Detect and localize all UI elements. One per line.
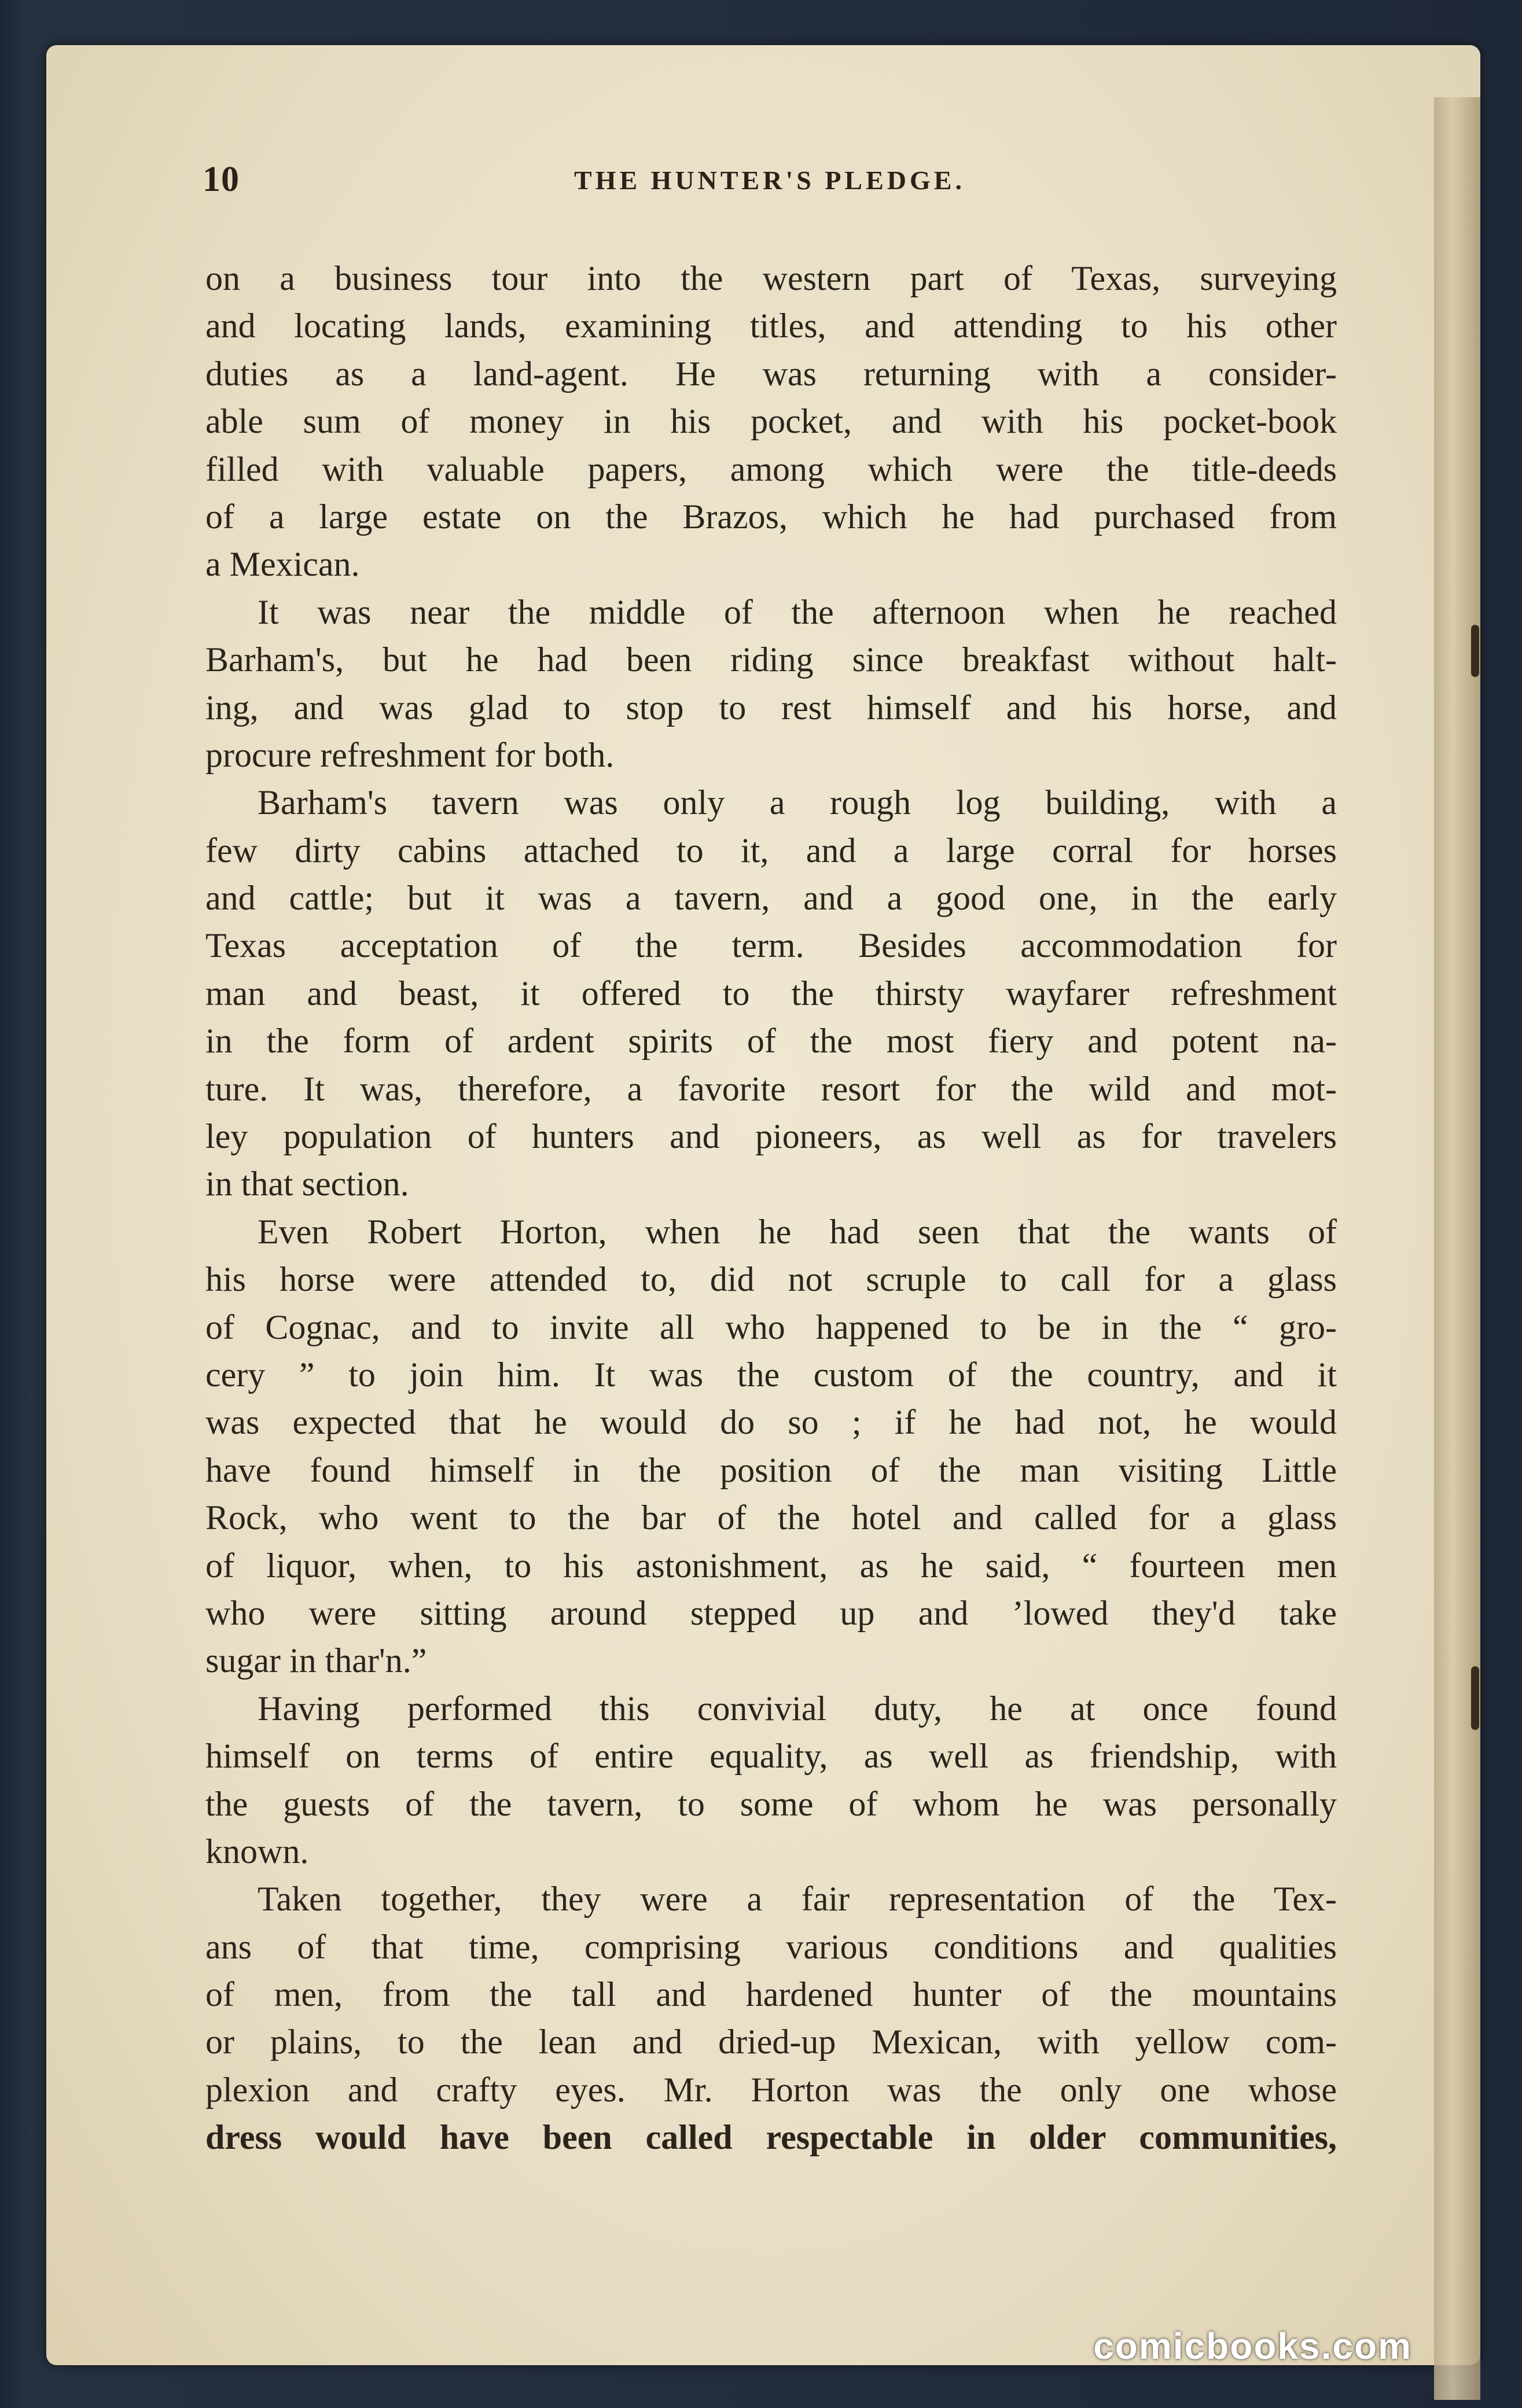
body-text (205, 255, 1337, 2162)
text-line: in the form of ardent spirits of the most fiery and potent na- (205, 1022, 1337, 1061)
text-line: cery ” to join him. It was the custom of the country, and it (205, 1355, 1337, 1394)
site-watermark: comicbooks.com (1093, 2325, 1412, 2367)
text-line: able sum of money in his pocket, and with his pocket-book (205, 402, 1337, 441)
text-line: plexion and crafty eyes. Mr. Horton was the only one whose (205, 2070, 1337, 2109)
text-line: procure refreshment for both. (205, 735, 615, 774)
text-line: of men, from the tall and hardened hunter of the mountains (205, 1975, 1337, 2014)
text-line: himself on terms of entire equality, as well as friendship, with (205, 1737, 1337, 1776)
page-edge (1434, 97, 1480, 2400)
text-line: Texas acceptation of the term. Besides accommodation for (205, 926, 1337, 965)
text-line: Even Robert Horton, when he had seen that the wants of (258, 1212, 1337, 1251)
text-line: man and beast, it offered to the thirsty wayfarer refreshment (205, 974, 1337, 1012)
text-line: have found himself in the position of the man visiting Little (205, 1450, 1337, 1489)
text-line: in that section. (205, 1165, 409, 1203)
text-line: known. (205, 1832, 309, 1871)
text-line: sugar in thar'n.” (205, 1641, 427, 1680)
text-line: Barham's, but he had been riding since breakfast without halt- (205, 640, 1337, 679)
binding-mark (1471, 1666, 1479, 1730)
text-line: ing, and was glad to stop to rest himself and his horse, and (205, 688, 1337, 727)
text-line: ture. It was, therefore, a favorite resort for the wild and mot- (205, 1069, 1337, 1108)
text-line: of Cognac, and to invite all who happened to be in the “ gro- (205, 1308, 1337, 1346)
text-line: or plains, to the lean and dried-up Mexican, with yellow com- (205, 2023, 1337, 2061)
text-line: was expected that he would do so ; if he had not, he would (205, 1403, 1337, 1442)
text-line: and cattle; but it was a tavern, and a good one, in the early (205, 879, 1337, 918)
text-line: a Mexican. (205, 545, 360, 584)
text-line: few dirty cabins attached to it, and a large corral for horses (205, 831, 1337, 870)
text-line: It was near the middle of the afternoon when he reached (258, 592, 1337, 631)
running-header (203, 159, 1337, 211)
text-line: Barham's tavern was only a rough log building, with a (258, 783, 1337, 822)
text-line: and locating lands, examining titles, and attending to his other (205, 307, 1337, 345)
text-line: his horse were attended to, did not scruple to call for a glass (205, 1260, 1337, 1299)
text-line: dress would have been called respectable in older communities, (205, 2118, 1337, 2157)
text-line: of a large estate on the Brazos, which he had purchased from (205, 497, 1337, 536)
text-line: duties as a land-agent. He was returning with a consider- (205, 354, 1337, 393)
binding-mark (1471, 625, 1479, 677)
text-line: Having performed this convivial duty, he at once found (258, 1689, 1337, 1728)
text-line: filled with valuable papers, among which were the title-deeds (205, 450, 1337, 488)
text-line: on a business tour into the western part of Texas, surveying (205, 259, 1337, 297)
page-number: 10 (203, 160, 240, 199)
text-line: of liquor, when, to his astonishment, as he said, “ fourteen men (205, 1546, 1337, 1585)
text-line: ley population of hunters and pioneers, as well as for travelers (205, 1117, 1337, 1156)
text-line: Taken together, they were a fair representation of the Tex- (258, 1880, 1337, 1919)
running-title: THE HUNTER'S PLEDGE. (574, 165, 965, 195)
text-line: the guests of the tavern, to some of whom he was personally (205, 1784, 1337, 1823)
text-line: Rock, who went to the bar of the hotel and called for a glass (205, 1498, 1337, 1537)
text-line: who were sitting around stepped up and ’lowed they'd take (205, 1593, 1337, 1632)
text-line: ans of that time, comprising various conditions and qualities (205, 1927, 1337, 1966)
